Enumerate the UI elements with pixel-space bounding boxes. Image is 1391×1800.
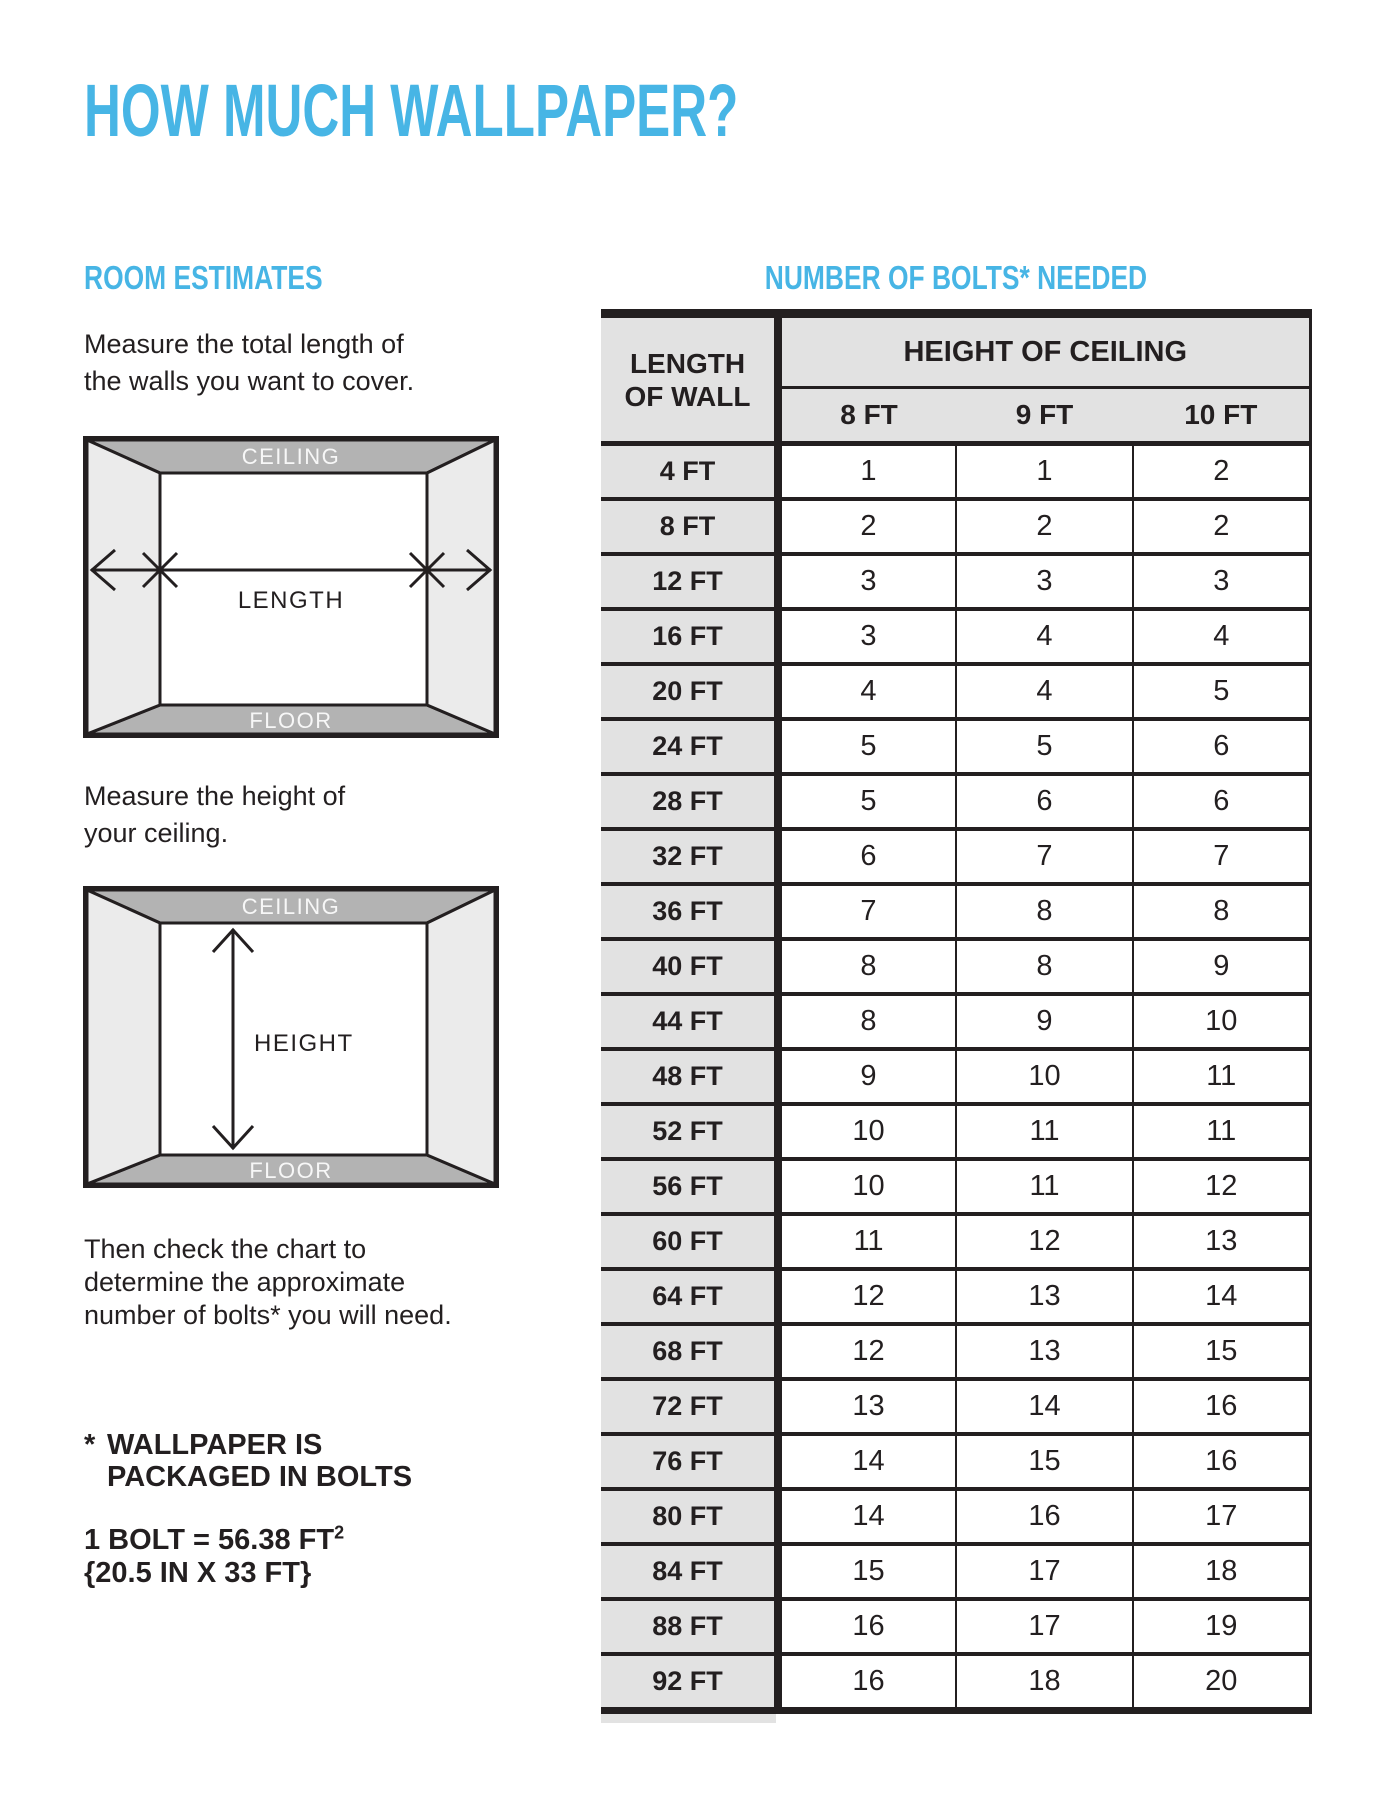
bolts-value-cell: 17 <box>1133 1489 1310 1544</box>
table-row <box>601 884 1310 939</box>
wallpaper-bolts-footnote <box>84 1429 412 1493</box>
footnote-asterisk: * <box>84 1429 96 1461</box>
text-line: your ceiling. <box>84 818 229 848</box>
floor-label: FLOOR <box>249 708 333 733</box>
bolts-value-cell: 11 <box>956 1159 1133 1214</box>
bolts-value-cell: 14 <box>956 1379 1133 1434</box>
header-height-of-ceiling: HEIGHT OF CEILING <box>778 314 1310 388</box>
bolts-value-cell: 9 <box>956 994 1133 1049</box>
room-length-diagram <box>83 436 499 738</box>
bolts-value-cell: 18 <box>956 1654 1133 1711</box>
bolts-table <box>601 309 1312 1714</box>
bolts-value-cell: 4 <box>956 609 1133 664</box>
bolts-value-cell: 11 <box>1133 1049 1310 1104</box>
bolts-value-cell: 13 <box>956 1324 1133 1379</box>
room-estimates-heading: ROOM ESTIMATES <box>84 259 323 296</box>
wall-length-cell: 72 FT <box>601 1379 778 1434</box>
bolt-equation: 1 BOLT = 56.38 $FT^2$ <box>84 1522 345 1556</box>
wall-length-cell: 4 FT <box>601 444 778 500</box>
bolts-value-cell: 5 <box>778 719 956 774</box>
table-row <box>601 1544 1310 1599</box>
page-title: HOW MUCH WALLPAPER? <box>84 69 739 152</box>
bolts-value-cell: 19 <box>1133 1599 1310 1654</box>
bolts-value-cell: 15 <box>1133 1324 1310 1379</box>
bolt-size-info <box>84 1524 344 1590</box>
text-line: Measure the total length of <box>84 329 404 359</box>
bolts-value-cell: 3 <box>778 609 956 664</box>
bolts-value-cell: 4 <box>1133 609 1310 664</box>
bolts-value-cell: 17 <box>956 1599 1133 1654</box>
table-row <box>601 719 1310 774</box>
bolts-value-cell: 2 <box>1133 444 1310 500</box>
bolts-value-cell: 12 <box>956 1214 1133 1269</box>
bolts-value-cell: 9 <box>1133 939 1310 994</box>
text-line: Measure the height of <box>84 781 346 811</box>
bolts-value-cell: 16 <box>778 1599 956 1654</box>
wall-length-cell: 68 FT <box>601 1324 778 1379</box>
bolts-value-cell: 2 <box>956 499 1133 554</box>
wall-length-cell: 44 FT <box>601 994 778 1049</box>
bolt-dimensions: {20.5 IN X 33 FT} <box>84 1557 312 1589</box>
table-row <box>601 609 1310 664</box>
wall-length-cell: 8 FT <box>601 499 778 554</box>
bolts-value-cell: 16 <box>778 1654 956 1711</box>
height-label: HEIGHT <box>254 1030 354 1057</box>
right-wall-panel <box>427 890 495 1184</box>
bolts-value-cell: 13 <box>1133 1214 1310 1269</box>
bolts-value-cell: 8 <box>956 939 1133 994</box>
wall-length-cell: 40 FT <box>601 939 778 994</box>
bolts-value-cell: 3 <box>1133 554 1310 609</box>
ceiling-label: CEILING <box>241 894 341 919</box>
bolts-value-cell: 1 <box>956 444 1133 500</box>
table-row <box>601 444 1310 500</box>
table-row <box>601 1434 1310 1489</box>
bolts-value-cell: 12 <box>1133 1159 1310 1214</box>
wall-length-cell: 20 FT <box>601 664 778 719</box>
text-line: PACKAGED IN BOLTS <box>107 1461 413 1493</box>
bolts-value-cell: 6 <box>778 829 956 884</box>
left-wall-panel <box>87 890 160 1184</box>
text-line: number of bolts* you will need. <box>84 1300 452 1330</box>
table-row <box>601 1159 1310 1214</box>
wall-length-cell: 92 FT <box>601 1654 778 1711</box>
bolts-value-cell: 15 <box>956 1434 1133 1489</box>
bolts-value-cell: 3 <box>778 554 956 609</box>
superscript-2: 2 <box>334 1522 345 1543</box>
bolts-value-cell: 14 <box>778 1489 956 1544</box>
bolts-value-cell: 11 <box>956 1104 1133 1159</box>
text-line: Then check the chart to <box>84 1234 367 1264</box>
wall-length-cell: 28 FT <box>601 774 778 829</box>
header-8ft: 8 FT <box>778 388 956 444</box>
table-row <box>601 1049 1310 1104</box>
bolts-value-cell: 8 <box>778 939 956 994</box>
table-row <box>601 664 1310 719</box>
bolts-value-cell: 16 <box>1133 1434 1310 1489</box>
wall-length-cell: 12 FT <box>601 554 778 609</box>
wall-length-cell: 56 FT <box>601 1159 778 1214</box>
table-row <box>601 1654 1310 1711</box>
instruction-check-chart <box>84 1233 452 1332</box>
wall-length-cell: 36 FT <box>601 884 778 939</box>
wall-length-cell: 24 FT <box>601 719 778 774</box>
instruction-measure-height <box>84 778 345 852</box>
text-line: WALLPAPER IS <box>107 1429 323 1461</box>
wall-length-cell: 52 FT <box>601 1104 778 1159</box>
table-row <box>601 994 1310 1049</box>
bolts-value-cell: 7 <box>1133 829 1310 884</box>
wall-length-cell: 60 FT <box>601 1214 778 1269</box>
wall-length-cell: 32 FT <box>601 829 778 884</box>
instruction-measure-length <box>84 326 414 400</box>
wall-length-cell: 16 FT <box>601 609 778 664</box>
table-bottom-gray-tab <box>601 1714 776 1723</box>
table-row <box>601 1324 1310 1379</box>
bolts-value-cell: 9 <box>778 1049 956 1104</box>
table-row <box>601 829 1310 884</box>
bolts-value-cell: 6 <box>1133 774 1310 829</box>
bolts-value-cell: 5 <box>1133 664 1310 719</box>
bolts-table-wrapper <box>601 309 1312 1714</box>
right-wall-panel <box>427 440 495 734</box>
header-length-of-wall: LENGTH OF WALL <box>601 314 778 444</box>
bolts-value-cell: 11 <box>778 1214 956 1269</box>
bolts-value-cell: 6 <box>1133 719 1310 774</box>
text-line: the walls you want to cover. <box>84 366 415 396</box>
table-row <box>601 1489 1310 1544</box>
wall-length-cell: 80 FT <box>601 1489 778 1544</box>
bolts-value-cell: 14 <box>778 1434 956 1489</box>
bolts-value-cell: 15 <box>778 1544 956 1599</box>
table-row <box>601 554 1310 609</box>
bolts-value-cell: 8 <box>1133 884 1310 939</box>
bolts-value-cell: 10 <box>1133 994 1310 1049</box>
bolts-value-cell: 3 <box>956 554 1133 609</box>
table-row <box>601 1379 1310 1434</box>
bolts-value-cell: 6 <box>956 774 1133 829</box>
table-row <box>601 1269 1310 1324</box>
bolts-value-cell: 5 <box>956 719 1133 774</box>
bolts-table-body <box>601 444 1310 1711</box>
room-height-diagram <box>83 886 499 1188</box>
bolts-value-cell: 14 <box>1133 1269 1310 1324</box>
bolts-value-cell: 11 <box>1133 1104 1310 1159</box>
table-row <box>601 1214 1310 1269</box>
bolts-value-cell: 7 <box>956 829 1133 884</box>
wall-length-cell: 88 FT <box>601 1599 778 1654</box>
table-row <box>601 939 1310 994</box>
header-9ft: 9 FT <box>956 388 1133 444</box>
table-row <box>601 774 1310 829</box>
wall-length-cell: 64 FT <box>601 1269 778 1324</box>
bolts-value-cell: 13 <box>778 1379 956 1434</box>
length-label: LENGTH <box>237 587 345 614</box>
bolts-value-cell: 12 <box>778 1324 956 1379</box>
wall-length-cell: 84 FT <box>601 1544 778 1599</box>
header-10ft: 10 FT <box>1133 388 1310 444</box>
bolts-value-cell: 10 <box>778 1159 956 1214</box>
ceiling-label: CEILING <box>241 444 341 469</box>
bolts-value-cell: 8 <box>778 994 956 1049</box>
bolts-value-cell: 2 <box>778 499 956 554</box>
bolts-value-cell: 7 <box>778 884 956 939</box>
bolts-value-cell: 4 <box>956 664 1133 719</box>
table-header-row <box>601 314 1310 388</box>
bolts-value-cell: 16 <box>956 1489 1133 1544</box>
floor-label: FLOOR <box>249 1158 333 1183</box>
bolts-value-cell: 4 <box>778 664 956 719</box>
bolts-value-cell: 10 <box>778 1104 956 1159</box>
bolts-value-cell: 10 <box>956 1049 1133 1104</box>
bolts-value-cell: 16 <box>1133 1379 1310 1434</box>
bolts-value-cell: 13 <box>956 1269 1133 1324</box>
wall-length-cell: 48 FT <box>601 1049 778 1104</box>
bolts-value-cell: 5 <box>778 774 956 829</box>
table-row <box>601 1104 1310 1159</box>
bolts-value-cell: 2 <box>1133 499 1310 554</box>
table-row <box>601 1599 1310 1654</box>
bolts-needed-heading: NUMBER OF BOLTS* NEEDED <box>764 259 1147 296</box>
text-line: determine the approximate <box>84 1267 406 1297</box>
left-wall-panel <box>87 440 160 734</box>
table-row <box>601 499 1310 554</box>
bolts-value-cell: 20 <box>1133 1654 1310 1711</box>
wall-length-cell: 76 FT <box>601 1434 778 1489</box>
bolts-value-cell: 17 <box>956 1544 1133 1599</box>
bolts-value-cell: 8 <box>956 884 1133 939</box>
bolts-value-cell: 12 <box>778 1269 956 1324</box>
bolts-value-cell: 18 <box>1133 1544 1310 1599</box>
bolts-value-cell: 1 <box>778 444 956 500</box>
